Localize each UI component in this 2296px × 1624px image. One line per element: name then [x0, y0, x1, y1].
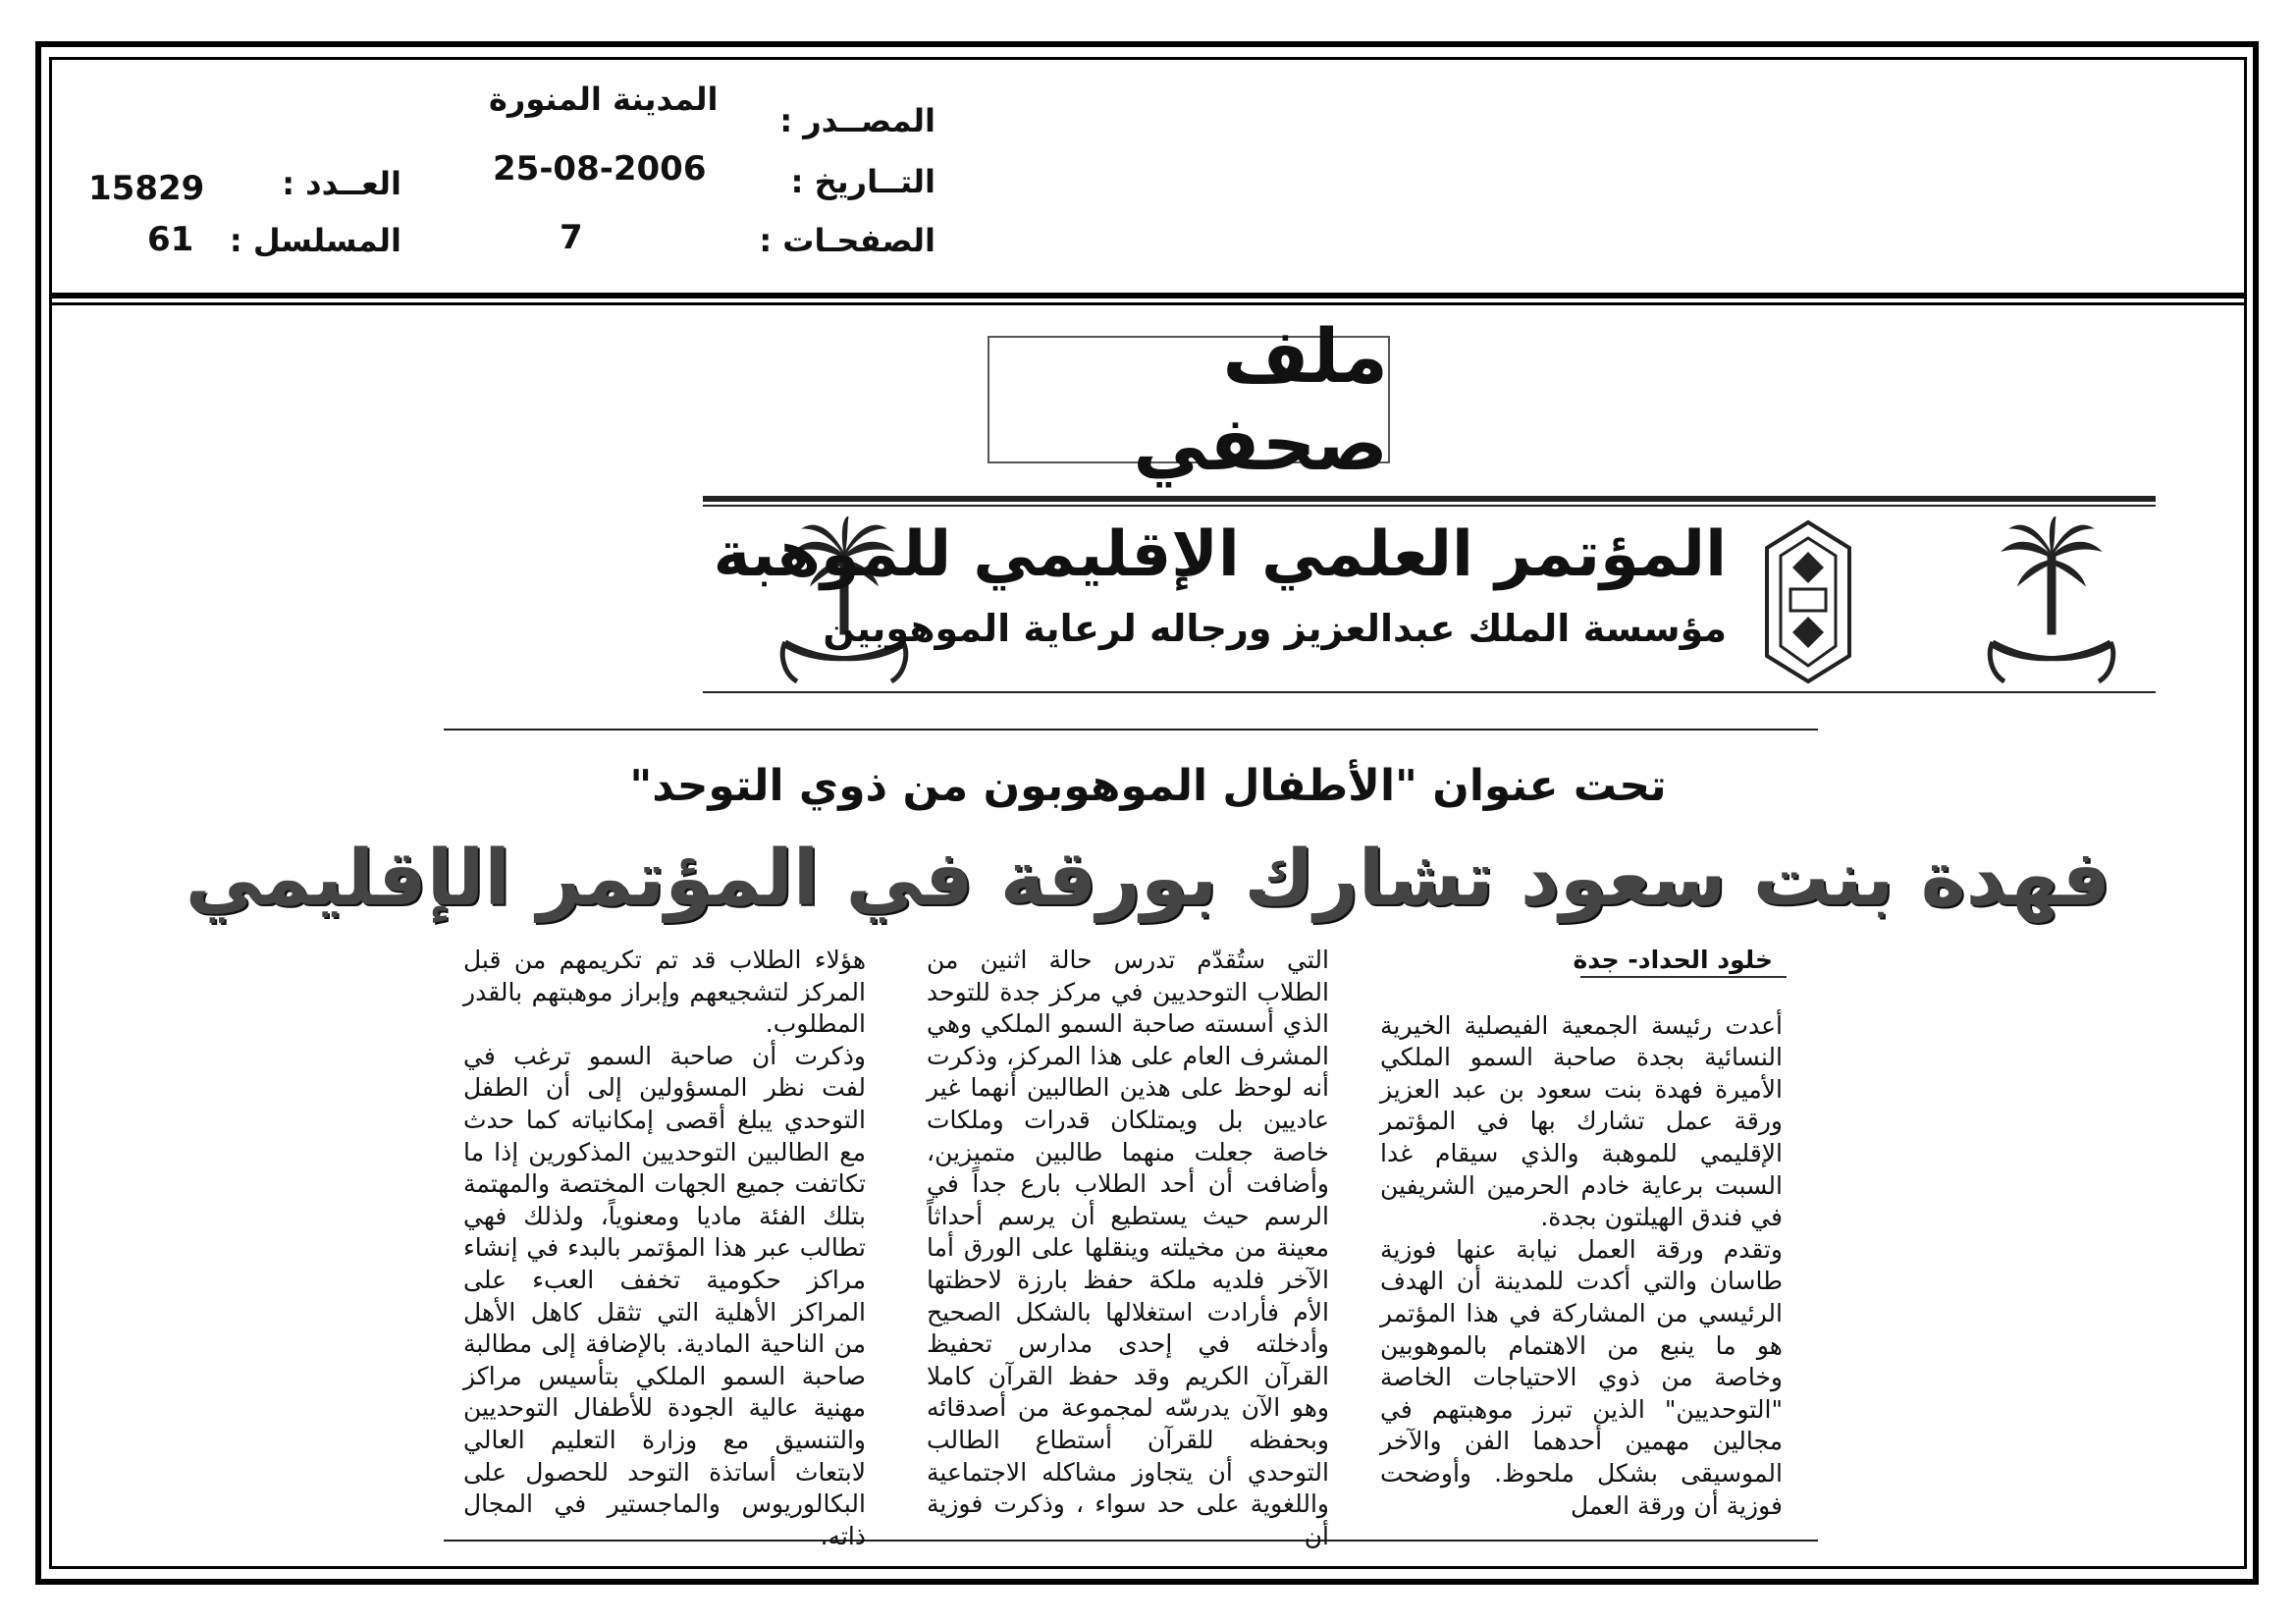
col3-paragraph-1: هؤلاء الطلاب قد تم تكريمهم من قبل المركز لتشجيعهم وإبراز موهبتهم بالقدر المطلوب.	[463, 946, 866, 1039]
press-file-title: ملف صحفي	[1133, 312, 1388, 487]
palm-swords-emblem-right-icon	[1983, 516, 2120, 689]
banner-bottom-rule	[703, 691, 2156, 693]
header-divider-thin	[49, 302, 2247, 305]
banner-top-rule-thin	[703, 505, 2156, 507]
article-byline: خلود الحداد- جدة	[1573, 946, 1773, 974]
pages-label: الصفحـات :	[759, 222, 935, 259]
source-value: المدينة المنورة	[489, 81, 719, 118]
serial-value: 61	[147, 220, 194, 259]
col2-paragraph-1: التي ستُقدّم تدرس حالة اثنين من الطلاب التوحديين في مركز جدة للتوحد الذي أسسته صاحبة السمو الملكي وهي المشرف العام على هذا المركز، وذكرت أنه لوحظ على هذين الطالبين أنهما غير عاديين بل ويمتلكان قدرات وملكات خاصة جعلت منهما طالبين متميزين، وأضافت أن أحد الطلاب بارع جداً في الرسم حيث يستطيع أن يرسم أحداثاً معينة من مخيلته وينقلها على الورق أما الآخر فلديه ملكة حفظ بارزة لاحظتها الأم فأرادت استغلالها بالشكل الصحيح وأدخلته في إحدى مدارس تحفيظ القرآن الكريم وقد حفظ القرآن كاملا وهو الآن يدرسّه لمجموعة من أصدقائه وبحفظه للقرآن أستطاع الطالب التوحدي أن يتجاوز مشاكله الاجتماعية واللغوية على حد سواء ، وذكرت فوزية أن	[927, 946, 1329, 1550]
foundation-logo-icon	[1763, 518, 1853, 685]
article-column-3	[463, 945, 866, 1552]
article-headline: فهدة بنت سعود تشارك بورقة في المؤتمر الإقليمي	[185, 835, 2111, 923]
pages-value: 7	[560, 218, 583, 257]
issue-label: العــدد :	[282, 165, 401, 202]
col1-paragraph-2: وتقدم ورقة العمل نيابة عنها فوزية طاسان والتي أكدت للمدينة أن الهدف الرئيسي من المشاركة في هذا المؤتمر هو ما ينبع من الاهتمام بالموهوبين وخاصة من ذوي الاحتياجات الخاصة "التوحديين" الذين تبرز موهبتهم في مجالين مهمين أحدهما الفن والآخر الموسيقى بشكل ملحوظ. وأوضحت فوزية أن ورقة العمل	[1380, 1234, 1783, 1520]
article-column-1	[1380, 945, 1783, 1522]
col3-paragraph-2: وذكرت أن صاحبة السمو ترغب في لفت نظر المسؤولين إلى أن الطفل التوحدي يبلغ أقصى إمكانياته كما حدث مع الطالبين التوحديين المذكورين إذا ما تكاتفت جميع الجهات المختصة والمهتمة بتلك الفئة ماديا ومعنوياً، ولذلك فهي تطالب عبر هذا المؤتمر بالبدء في إنشاء مراكز حكومية تخفف العبء على المراكز الأهلية التي تثقل كاهل الأهل من الناحية المادية. بالإضافة إلى مطالبة صاحبة السمو الملكي بتأسيس مراكز مهنية عالية الجودة للأطفال التوحديين والتنسيق مع وزارة التعليم العالي لابتعاث أساتذة التوحد للحصول على البكالوريوس والماجستير في المجال ذاته.	[463, 1041, 866, 1550]
banner-subtitle: مؤسسة الملك عبدالعزيز ورجاله لرعاية الموهوبين	[823, 607, 1727, 650]
col1-paragraph-1: أعدت رئيسة الجمعية الفيصلية الخيرية النسائية بجدة صاحبة السمو الملكي الأميرة فهدة بنت سعود بن عبد العزيز ورقة عمل تشارك بها في المؤتمر الإقليمي للموهبة والذي سيقام غدا السبت برعاية خادم الحرمين الشريفين في فندق الهيلتون بجدة.	[1380, 1010, 1783, 1232]
press-file-title-box	[988, 312, 1390, 487]
article-column-2	[927, 945, 1329, 1552]
serial-label: المسلسل :	[229, 222, 401, 259]
issue-value: 15829	[88, 169, 205, 208]
banner-title: المؤتمر العلمي الإقليمي للموهبة	[713, 518, 1727, 591]
banner-top-rule	[703, 496, 2156, 502]
article-supertitle: تحت عنوان "الأطفال الموهوبون من ذوي التوحد"	[629, 761, 1667, 811]
date-label: التــاريخ :	[790, 163, 935, 200]
header-divider	[49, 293, 2247, 298]
article-top-rule	[444, 729, 1818, 731]
source-label: المصــدر :	[779, 102, 935, 139]
date-value: 25-08-2006	[493, 149, 707, 189]
